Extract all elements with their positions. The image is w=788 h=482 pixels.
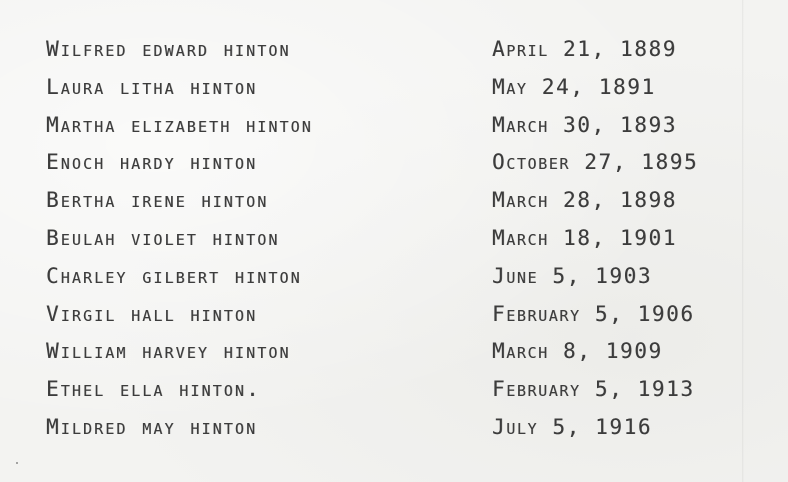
record-row [0,261,788,299]
record-row [0,110,788,148]
birth-date: march 28, 1898 [492,188,677,213]
record-row [0,336,788,374]
birth-date: october 27, 1895 [492,150,699,175]
person-name: Enoch hardy hinton [46,150,258,175]
person-name: Ethel ella hinton. [46,377,261,402]
record-row [0,223,788,261]
birth-date: march 18, 1901 [492,225,677,250]
birth-record-list [0,34,788,450]
birth-date: march 30, 1893 [492,112,677,137]
record-row [0,72,788,110]
person-name: Laura litha hinton [46,74,258,99]
record-row [0,374,788,412]
birth-date: june 5, 1903 [492,263,653,288]
birth-date: february 5, 1906 [492,301,695,326]
record-row [0,185,788,223]
record-row [0,299,788,337]
birth-date: may 24, 1891 [492,74,656,99]
record-row [0,34,788,72]
birth-date: july 5, 1916 [492,414,653,439]
person-name: Wilfred edward hinton [46,37,291,61]
birth-date: february 5, 1913 [492,377,695,402]
person-name: Mildred may hinton [46,414,258,439]
record-row [0,147,788,185]
person-name: William harvey hinton [46,339,291,364]
person-name: Martha elizabeth hinton [46,112,313,137]
record-row [0,412,788,450]
person-name: Beulah violet hinton [46,225,280,250]
person-name: Bertha irene hinton [46,188,269,213]
person-name: Charley gilbert hinton [46,263,302,288]
birth-date: april 21, 1889 [492,37,677,61]
person-name: Virgil hall hinton [46,301,258,326]
paper-speck [16,462,18,464]
birth-date: march 8, 1909 [492,339,663,364]
